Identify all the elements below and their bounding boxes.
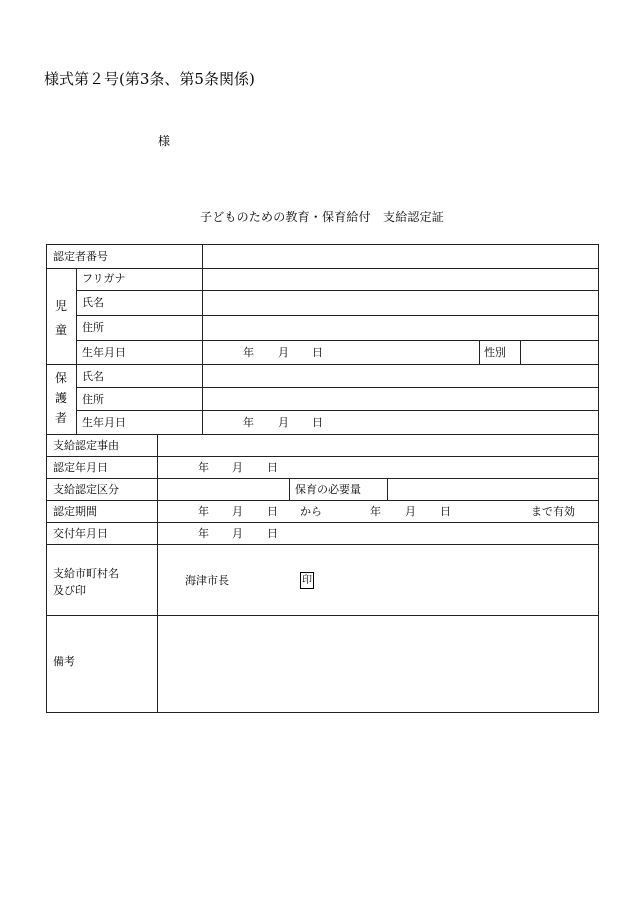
period-start-day: 日 — [267, 505, 278, 518]
remarks-field[interactable] — [161, 620, 596, 708]
guardian-address-label: 住所 — [82, 393, 104, 406]
reason-field[interactable] — [161, 438, 596, 454]
period-end-year: 年 — [370, 505, 381, 518]
municipality-value: 海津市長 — [185, 574, 229, 587]
child-birth-year: 年 — [243, 346, 254, 359]
reason-label: 支給認定事由 — [53, 439, 119, 452]
guardian-birth-day: 日 — [312, 416, 323, 429]
guardian-group-label — [46, 368, 76, 428]
guardian-address-field[interactable] — [206, 392, 596, 408]
period-end-day: 日 — [440, 505, 451, 518]
care-need-field[interactable] — [391, 482, 596, 498]
municipality-label-line1: 支給市町村名 — [53, 567, 119, 580]
child-birthdate-label: 生年月日 — [82, 346, 126, 359]
municipality-label-line2: 及び印 — [53, 584, 86, 597]
furigana-field[interactable] — [206, 272, 596, 288]
certified-number-label: 認定者番号 — [53, 250, 108, 263]
issue-month: 月 — [232, 527, 243, 540]
furigana-label: フリガナ — [82, 272, 126, 285]
period-start-month: 月 — [232, 505, 243, 518]
period-label: 認定期間 — [53, 505, 97, 518]
issue-year: 年 — [198, 527, 209, 540]
guardian-birthdate-label: 生年月日 — [82, 416, 126, 429]
addressee-suffix: 様 — [158, 134, 171, 148]
certified-day: 日 — [267, 461, 278, 474]
child-group-label — [46, 294, 76, 342]
guardian-group-text: 保護者 — [54, 371, 67, 425]
category-field[interactable] — [161, 482, 286, 498]
certified-number-field[interactable] — [206, 249, 596, 265]
care-need-label: 保育の必要量 — [295, 483, 361, 496]
period-end-month: 月 — [405, 505, 416, 518]
issue-date-label: 交付年月日 — [53, 527, 108, 540]
guardian-birth-month: 月 — [278, 416, 289, 429]
child-name-field[interactable] — [206, 295, 596, 311]
guardian-name-field[interactable] — [206, 369, 596, 385]
guardian-name-label: 氏名 — [82, 370, 104, 383]
child-group-text: 児童 — [54, 299, 67, 337]
child-name-label: 氏名 — [82, 296, 104, 309]
period-from: から — [300, 505, 322, 518]
issue-day: 日 — [267, 527, 278, 540]
period-start-year: 年 — [198, 505, 209, 518]
certificate-title: 子どものための教育・保育給付 支給認定証 — [200, 210, 445, 224]
form-number: 様式第２号(第3条、第5条関係) — [44, 70, 255, 88]
remarks-label: 備考 — [53, 655, 75, 668]
certified-date-label: 認定年月日 — [53, 461, 108, 474]
guardian-birth-year: 年 — [243, 416, 254, 429]
child-address-label: 住所 — [82, 321, 104, 334]
child-birth-day: 日 — [312, 346, 323, 359]
gender-label: 性別 — [484, 346, 506, 359]
child-birth-month: 月 — [278, 346, 289, 359]
seal-stamp: 印 — [300, 572, 314, 589]
certified-year: 年 — [198, 461, 209, 474]
certified-month: 月 — [232, 461, 243, 474]
child-address-field[interactable] — [206, 320, 596, 336]
category-label: 支給認定区分 — [53, 483, 119, 496]
period-valid-until: まで有効 — [531, 505, 575, 518]
gender-field[interactable] — [524, 344, 596, 360]
